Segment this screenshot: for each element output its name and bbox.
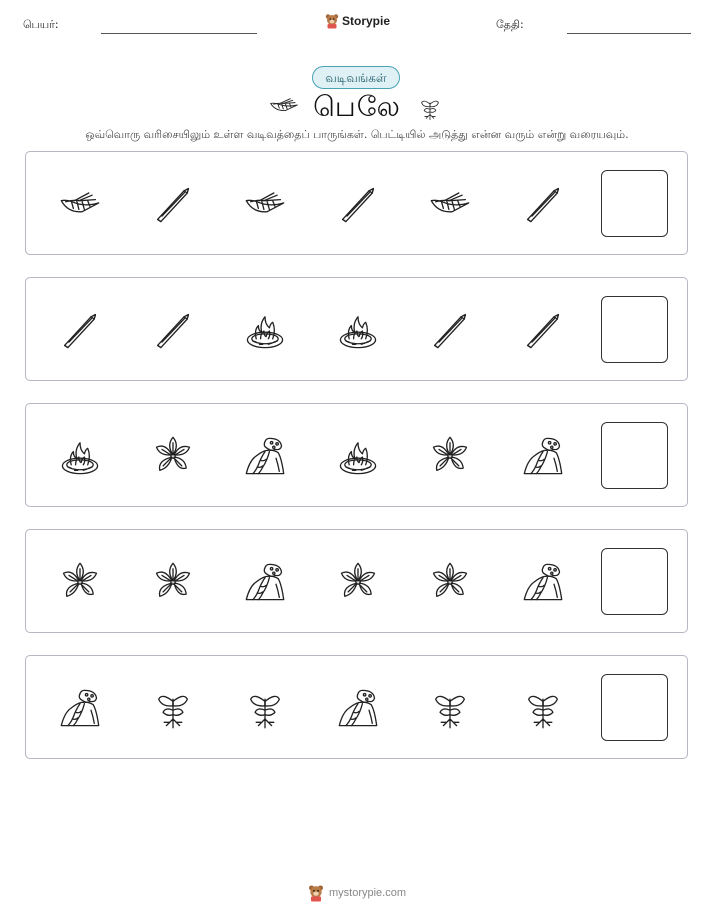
name-label: பெயர்: [23,18,59,31]
name-line [101,33,257,34]
volcano-icon [243,434,287,478]
pencil-icon [521,182,565,226]
footer [0,884,714,902]
fire-icon [336,434,380,478]
pattern-row-4 [25,529,688,633]
date-label: தேதி: [496,18,524,31]
sprout-icon [151,686,195,730]
answer-box[interactable] [601,422,668,489]
sprout-icon [243,686,287,730]
bear-icon [325,13,339,29]
answer-box[interactable] [601,296,668,363]
volcano-icon [521,560,565,604]
canoe-icon [58,182,102,226]
flower-icon [151,560,195,604]
pencil-icon [58,308,102,352]
flower-icon [151,434,195,478]
volcano-icon [521,434,565,478]
worksheet-title: பெலே [313,90,401,123]
footer-url[interactable]: mystorypie.com [328,887,407,899]
category-badge: வடிவங்கள் [312,66,400,89]
brand-logo [325,13,390,29]
bear-icon [308,884,324,902]
fire-icon [243,308,287,352]
flower-icon [428,434,472,478]
answer-box[interactable] [601,170,668,237]
flower-icon [336,560,380,604]
sprout-icon [428,686,472,730]
canoe-icon [243,182,287,226]
pencil-icon [521,308,565,352]
pattern-row-2 [25,277,688,381]
canoe-icon [428,182,472,226]
flower-icon [428,560,472,604]
date-line [567,33,691,34]
answer-box[interactable] [601,674,668,741]
fire-icon [58,434,102,478]
volcano-icon [58,686,102,730]
volcano-icon [243,560,287,604]
fire-icon [336,308,380,352]
pencil-icon [151,182,195,226]
pencil-icon [151,308,195,352]
volcano-icon [336,686,380,730]
pattern-row-1 [25,151,688,255]
pattern-row-5 [25,655,688,759]
pattern-row-3 [25,403,688,507]
instruction-text: ஒவ்வொரு வரிசையிலும் உள்ள வடிவத்தைப் பாருங்கள். பெட்டியில் அடுத்து என்ன வரும் என்று வரையவும். [85,128,629,141]
sprout-icon [417,94,443,122]
flower-icon [58,560,102,604]
pencil-icon [428,308,472,352]
brand-name: Storypie [342,14,391,28]
pencil-icon [336,182,380,226]
sprout-icon [521,686,565,730]
answer-box[interactable] [601,548,668,615]
